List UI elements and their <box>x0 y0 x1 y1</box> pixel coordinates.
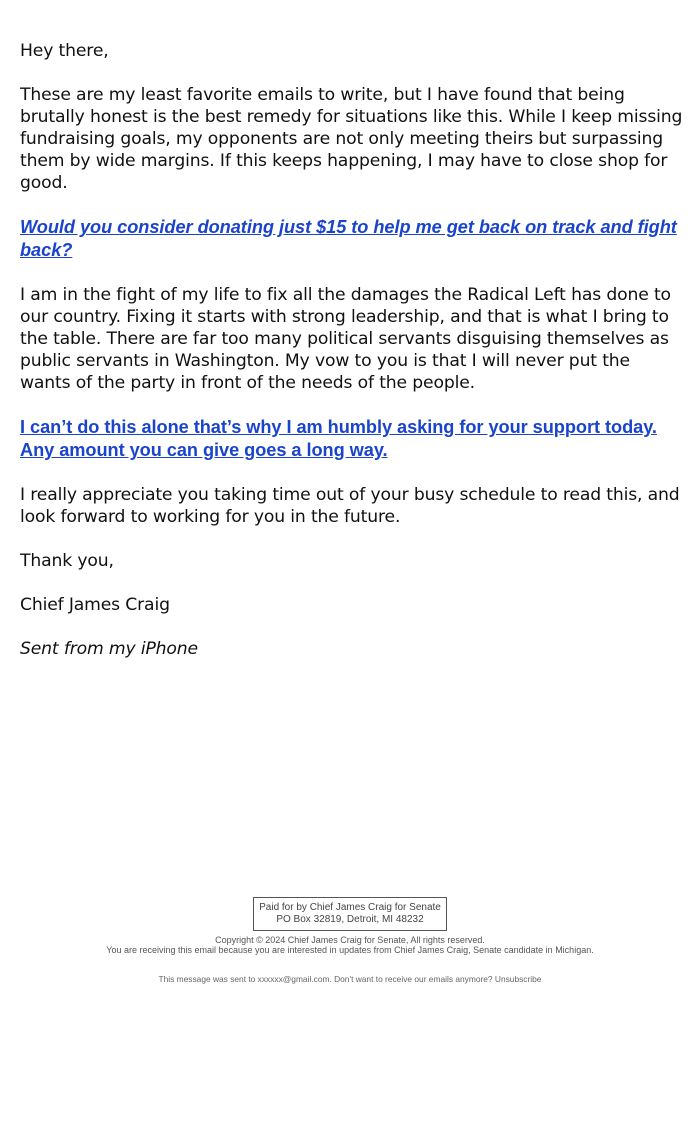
support-today-link[interactable]: I can’t do this alone that’s why I am humbly asking for your support today. Any amount you can give goes a long way. <box>20 417 657 460</box>
sent-to-notice <box>0 974 700 984</box>
sent-from-iphone: Sent from my iPhone <box>20 639 198 659</box>
donate-link-paragraph <box>20 216 685 262</box>
unsubscribe-link[interactable]: Unsubscribe <box>494 974 542 984</box>
copyright-notice: Copyright © 2024 Chief James Craig for Senate, All rights reserved. <box>215 935 485 945</box>
greeting: Hey there, <box>20 41 109 61</box>
paid-for-line: Paid for by Chief James Craig for Senate <box>259 902 441 913</box>
donate-15-link[interactable]: Would you consider donating just $15 to help me get back on track and fight back? <box>20 217 677 260</box>
closing: Thank you, <box>20 551 114 571</box>
subscription-reason: You are receiving this email because you are interested in updates from Chief James Craig, Senate candidate in Michigan. <box>106 945 594 955</box>
paragraph-fight: I am in the fight of my life to fix all the damages the Radical Left has done to our country. Fixing it starts with strong leadership, and that is what I bring to the table. There are far too many political servants disguising themselves as public servants in Washington. My vow to you is that I will never put the wants of the party in front of the needs of the people. <box>20 285 671 393</box>
email-body <box>20 40 685 682</box>
paid-for-disclaimer <box>253 897 447 931</box>
signature: Chief James Craig <box>20 595 170 615</box>
sent-to-text: This message was sent to xxxxxx@gmail.com. Don't want to receive our emails anymore? <box>158 974 493 984</box>
paragraph-intro: These are my least favorite emails to write, but I have found that being brutally honest is the best remedy for situations like this. While I keep missing fundraising goals, my opponents are not only meeting theirs but surpassing them by wide margins. If this keeps happening, I may have to close shop for good. <box>20 85 683 193</box>
email-footer <box>0 897 700 984</box>
po-box-address: PO Box 32819, Detroit, MI 48232 <box>276 914 424 925</box>
support-link-paragraph <box>20 416 685 462</box>
paragraph-appreciation: I really appreciate you taking time out of your busy schedule to read this, and look forward to working for you in the future. <box>20 485 680 527</box>
